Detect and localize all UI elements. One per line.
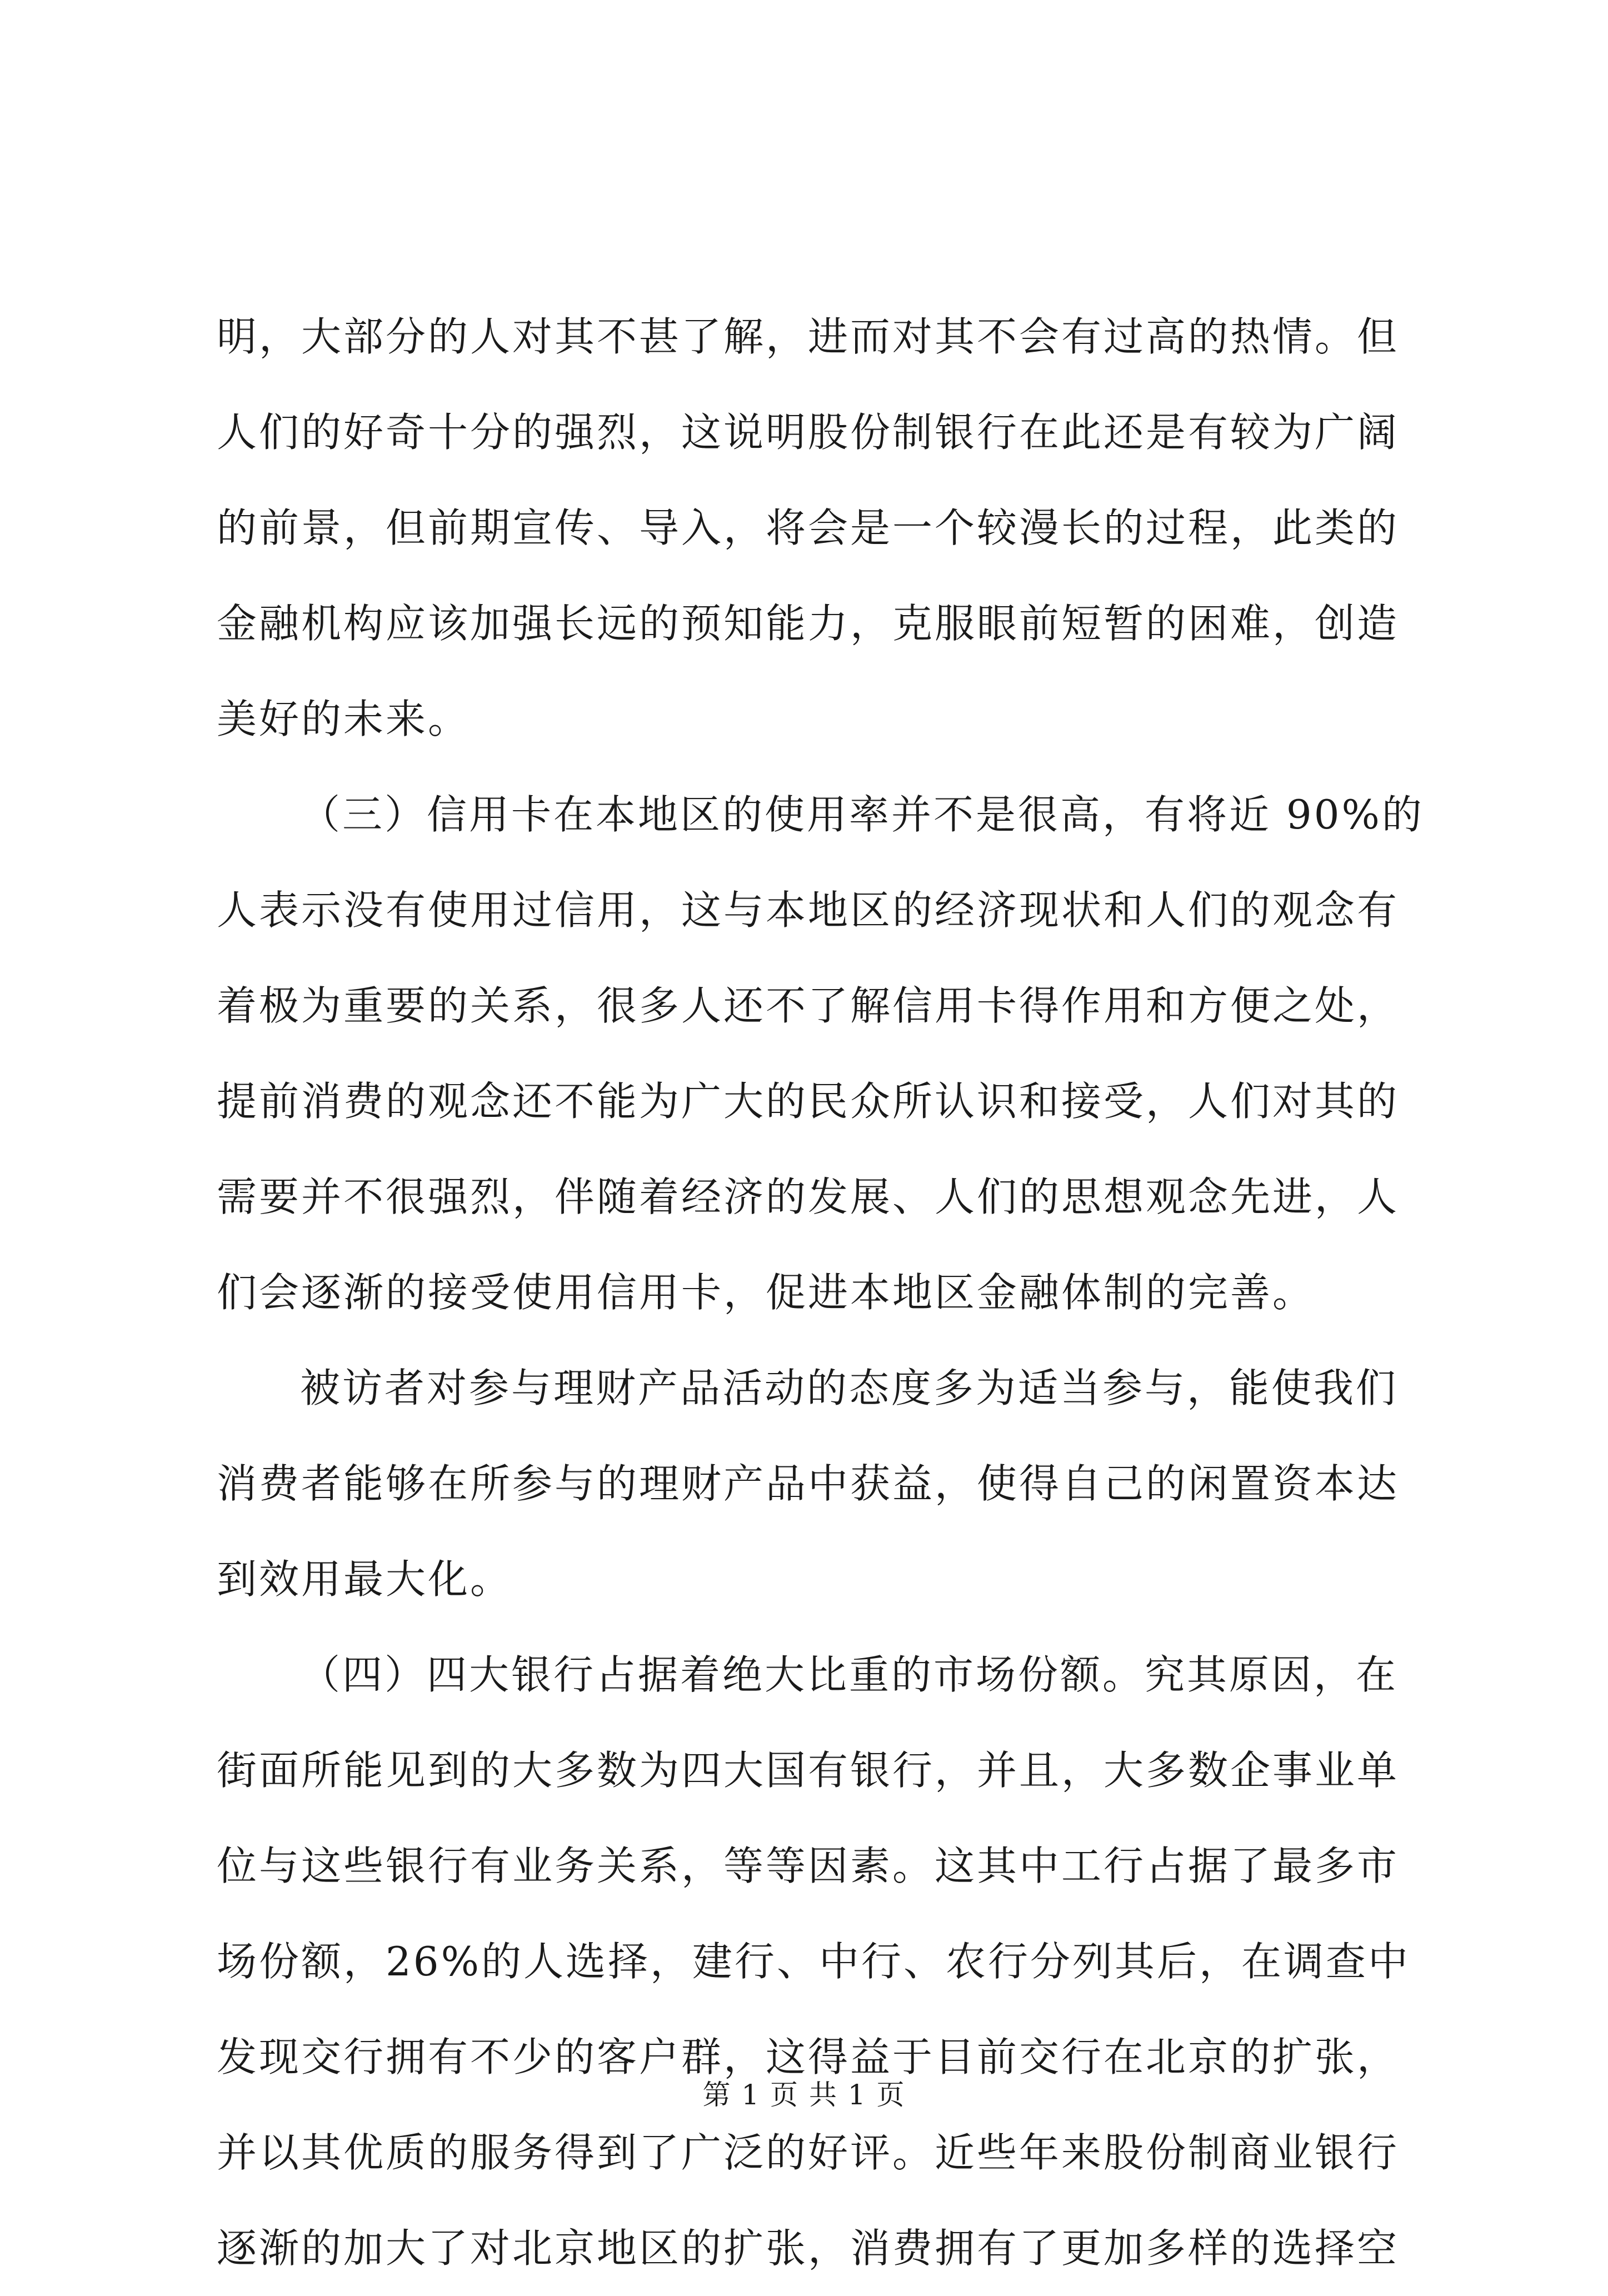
paragraph-start-line: 被访者对参与理财产品活动的态度多为适当参与，能使我们	[300, 1365, 1399, 1411]
text-line: 并以其优质的服务得到了广泛的好评。近些年来股份制商业银行	[217, 2129, 1400, 2176]
page-footer	[0, 2073, 1608, 2117]
text-line: 金融机构应该加强长远的预知能力，克服眼前短暂的困难，创造	[217, 600, 1400, 647]
text-line: 美好的未来。	[217, 696, 471, 742]
text-line: 们会逐渐的接受使用信用卡，促进本地区金融体制的完善。	[217, 1269, 1315, 1316]
text-line: 人们的好奇十分的强烈，这说明股份制银行在此还是有较为广阔	[217, 409, 1400, 456]
paragraph-start-line: （三）信用卡在本地区的使用率并不是很高，有将近 90%的	[300, 791, 1424, 838]
text-line: 明，大部分的人对其不甚了解，进而对其不会有过高的热情。但	[217, 313, 1400, 360]
text-line: 人表示没有使用过信用，这与本地区的经济现状和人们的观念有	[217, 887, 1400, 934]
text-line: 逐渐的加大了对北京地区的扩张，消费拥有了更加多样的选择空	[217, 2225, 1400, 2272]
text-line: 到效用最大化。	[217, 1556, 513, 1603]
text-line: 的前景，但前期宣传、导入，将会是一个较漫长的过程，此类的	[217, 505, 1400, 551]
text-line: 需要并不很强烈，伴随着经济的发展、人们的思想观念先进，人	[217, 1174, 1400, 1220]
text-line: 消费者能够在所参与的理财产品中获益，使得自己的闲置资本达	[217, 1460, 1400, 1507]
text-line: 场份额，26%的人选择，建行、中行、农行分列其后，在调查中	[217, 1938, 1411, 1985]
document-body	[217, 289, 1439, 2296]
text-line: 发现交行拥有不少的客户群，这得益于目前交行在北京的扩张，	[217, 2034, 1400, 2080]
text-line: 着极为重要的关系，很多人还不了解信用卡得作用和方便之处，	[217, 982, 1400, 1029]
text-line: 提前消费的观念还不能为广大的民众所认识和接受，人们对其的	[217, 1078, 1400, 1125]
paragraph-start-line: （四）四大银行占据着绝大比重的市场份额。究其原因，在	[300, 1651, 1399, 1698]
page-number-label: 第 1 页 共 1 页	[702, 2079, 906, 2111]
text-line: 位与这些银行有业务关系，等等因素。这其中工行占据了最多市	[217, 1843, 1400, 1889]
text-line: 街面所能见到的大多数为四大国有银行，并且，大多数企事业单	[217, 1747, 1400, 1794]
